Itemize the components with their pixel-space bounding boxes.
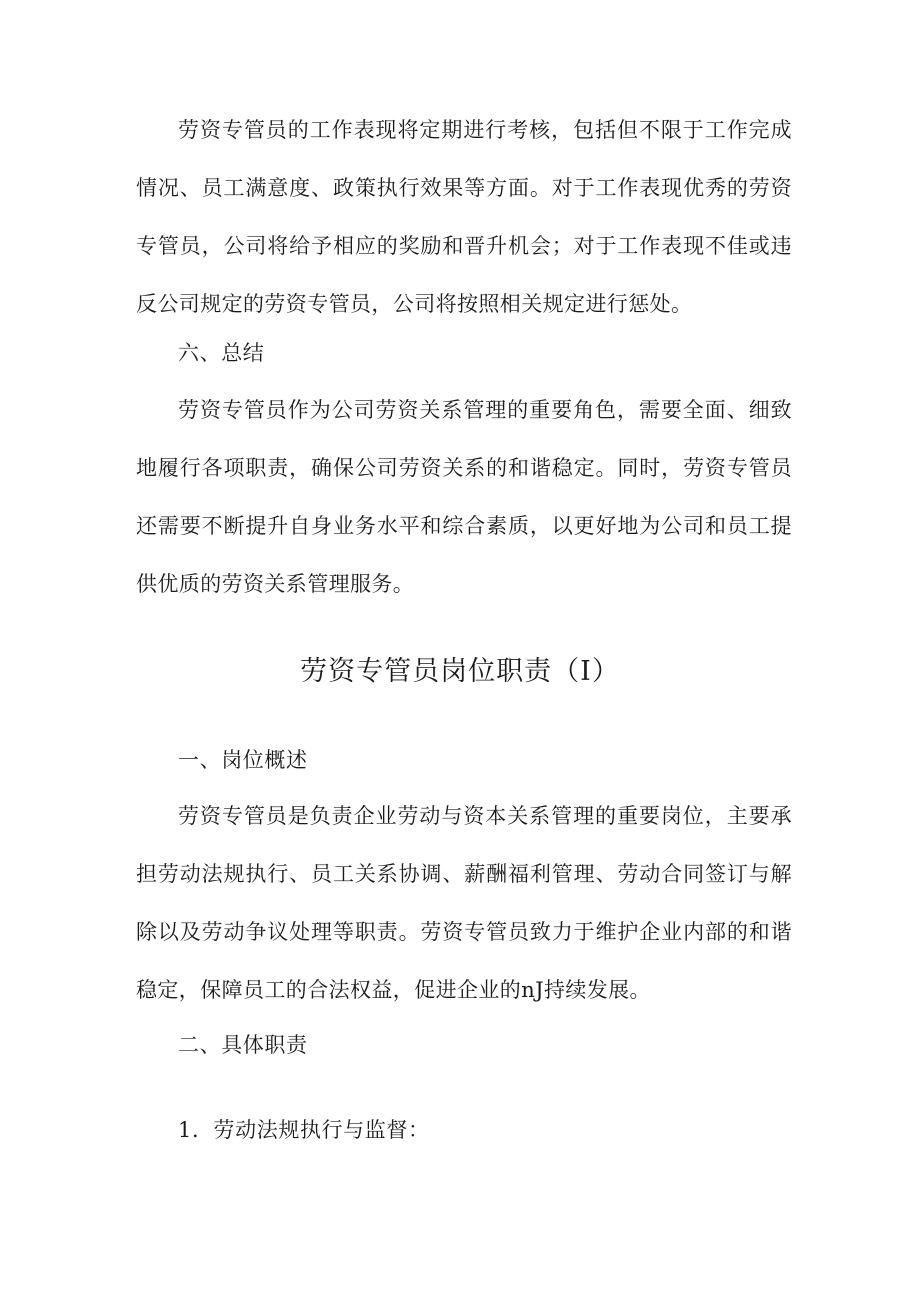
paragraph-summary: 劳资专管员作为公司劳资关系管理的重要角色，需要全面、细致地履行各项职责，确保公司劳资关系的和谐稳定。同时，劳资专管员还需要不断提升自身业务水平和综合素质，以更好地为公司和员工提供优质的劳资关系管理服务。 [136,398,792,596]
paragraph-performance-review: 劳资专管员的工作表现将定期进行考核，包括但不限于工作完成情况、员工满意度、政策执行效果等方面。对于工作表现优秀的劳资专管员，公司将给予相应的奖励和晋升机会；对于工作表现不佳或违反公司规定的劳资专管员，公司将按照相关规定进行惩处。 [136,118,792,316]
section-heading-summary: 六、总结 [178,341,265,365]
section-heading-overview: 一、岗位概述 [178,748,308,772]
document-title: 劳资专管员岗位职责（I） [300,656,620,687]
paragraph-overview: 劳资专管员是负责企业劳动与资本关系管理的重要岗位，主要承担劳动法规执行、员工关系协调、薪酬福利管理、劳动合同签订与解除以及劳动争议处理等职责。劳资专管员致力于维护企业内部的和谐稳定，保障员工的合法权益，促进企业的nJ持续发展。 [136,804,792,1002]
list-item-duty-1: 1．劳动法规执行与监督： [178,1118,430,1142]
section-heading-duties: 二、具体职责 [178,1033,308,1057]
